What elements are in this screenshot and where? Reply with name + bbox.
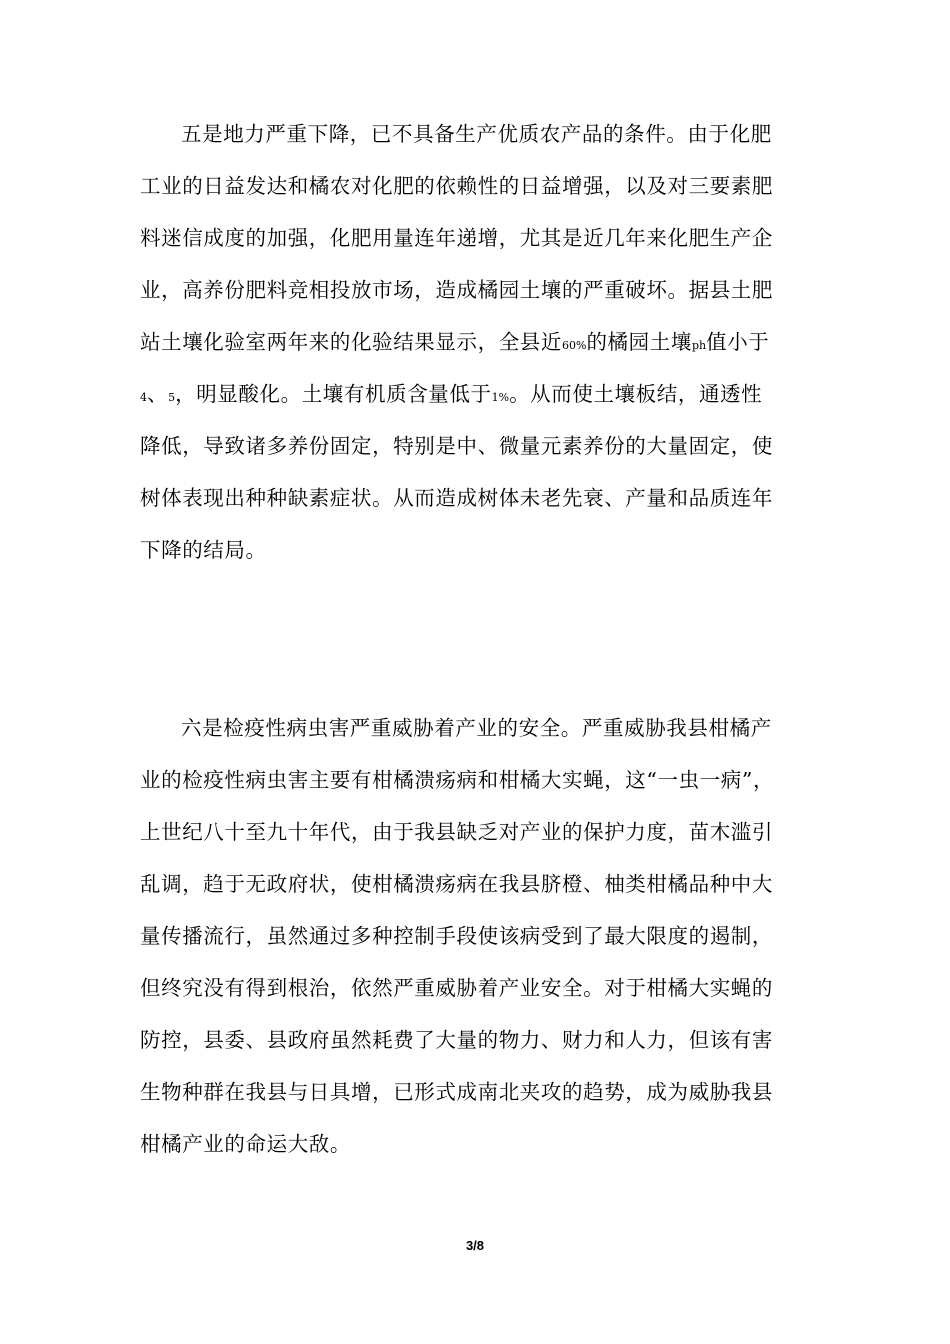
text-run-small: 1% — [491, 391, 510, 404]
paragraph-line: 工业的日益发达和橘农对化肥的依赖性的日益增强，以及对三要素肥 — [140, 174, 773, 198]
paragraph-quarantine-pests — [140, 702, 820, 1170]
paragraph-line: 降低，导致诸多养份固定，特别是中、微量元素养份的大量固定，使 — [140, 434, 773, 458]
paragraph-line: 业的检疫性病虫害主要有柑橘溃疡病和柑橘大实蝇，这“一虫一病”， — [140, 768, 775, 792]
text-run-small: 60% — [562, 339, 587, 352]
paragraph-line: 六是检疫性病虫害严重威胁着产业的安全。严重威胁我县柑橘产 — [181, 716, 772, 740]
paragraph-line: 生物种群在我县与日具增，已形式成南北夹攻的趋势，成为威胁我县 — [140, 1080, 773, 1104]
text-run-small: 4 — [140, 391, 147, 404]
paragraph-line: 业，高养份肥料竞相投放市场，造成橘园土壤的严重破坏。据县土肥 — [140, 278, 773, 302]
paragraph-line: 防控，县委、县政府虽然耗费了大量的物力、财力和人力，但该有害 — [140, 1028, 773, 1052]
paragraph-line: 乱调，趋于无政府状，使柑橘溃疡病在我县脐橙、柚类柑橘品种中大 — [140, 872, 773, 896]
text-run: 站土壤化验室两年来的化验结果显示，全县近 — [140, 330, 562, 354]
paragraph-line: 柑橘产业的命运大敌。 — [140, 1132, 351, 1156]
text-run-small: 5 — [168, 391, 176, 404]
text-run-small: ph — [691, 339, 707, 352]
page-number: 3/8 — [465, 1238, 485, 1253]
paragraph-line: 树体表现出种种缺素症状。从而造成树体未老先衰、产量和品质连年 — [140, 486, 773, 510]
text-run: 。从而使土壤板结，通透性 — [509, 382, 763, 406]
text-run: 值小于 — [706, 330, 770, 354]
paragraph-line — [140, 316, 820, 368]
paragraph-line: 五是地力严重下降，已不具备生产优质农产品的条件。由于化肥 — [181, 122, 772, 146]
text-run: 、 — [147, 382, 169, 406]
paragraph-line: 下降的结局。 — [140, 538, 267, 562]
paragraph-soil-fertility — [140, 108, 820, 576]
paragraph-line: 但终究没有得到根治，依然严重威胁着产业安全。对于柑橘大实蝇的 — [140, 976, 773, 1000]
paragraph-line: 料迷信成度的加强，化肥用量连年递增，尤其是近几年来化肥生产企 — [140, 226, 773, 250]
text-run: 的橘园土壤 — [586, 330, 692, 354]
paragraph-line: 上世纪八十至九十年代，由于我县缺乏对产业的保护力度，苗木滥引 — [140, 820, 773, 844]
text-run: ，明显酸化。土壤有机质含量低于 — [175, 382, 492, 406]
paragraph-line — [140, 368, 820, 420]
paragraph-line: 量传播流行，虽然通过多种控制手段使该病受到了最大限度的遏制， — [140, 924, 773, 948]
